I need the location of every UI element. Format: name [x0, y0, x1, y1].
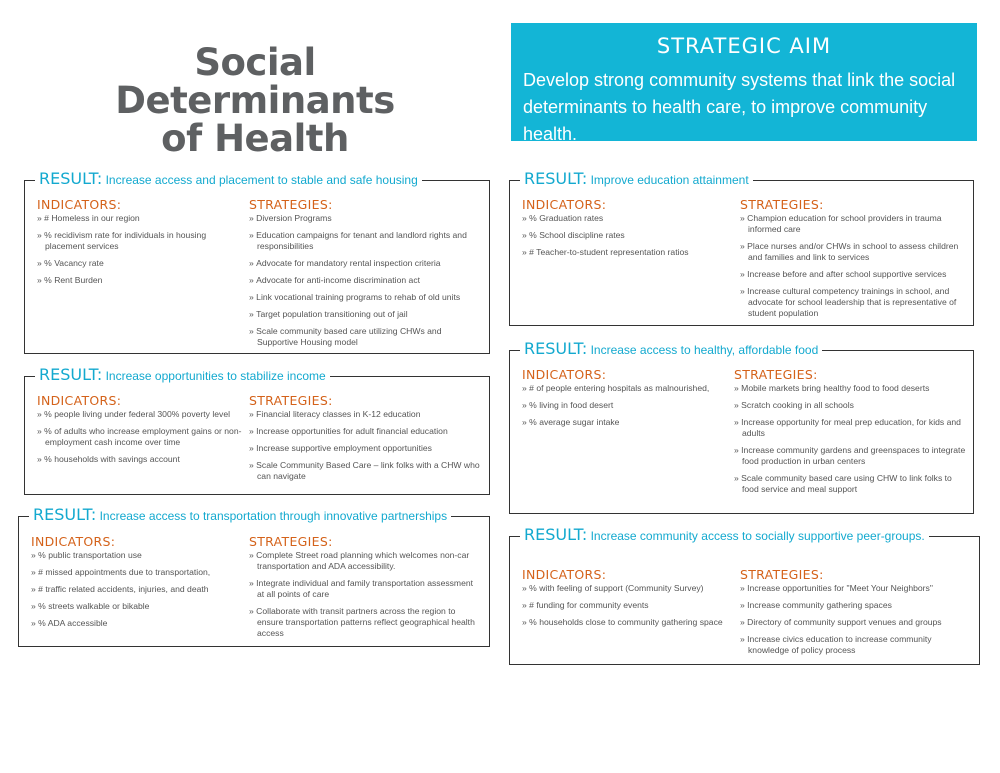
indicators-column [31, 534, 241, 635]
result-label: RESULT: [524, 525, 588, 544]
list-item: » % School discipline rates [522, 230, 732, 241]
list-item: » Scale community based care using CHW to link folks to food service and meal support [734, 473, 966, 495]
list-item: » Link vocational training programs to rehab of old units [249, 292, 481, 303]
indicators-heading: INDICATORS: [522, 567, 607, 582]
list-item: » Scale Community Based Care – link folks with a CHW who can navigate [249, 460, 481, 482]
list-item: » Increase cultural competency trainings in school, and advocate for school leadership that is representative of student population [740, 286, 966, 319]
result-heading [520, 169, 753, 190]
section-peer-groups [509, 525, 980, 665]
list-item: » Scale community based care utilizing CHWs and Supportive Housing model [249, 326, 481, 348]
list-item: » Increase before and after school supportive services [740, 269, 966, 280]
list-item: » % living in food desert [522, 400, 732, 411]
list-item: » % ADA accessible [31, 618, 241, 629]
list-item: » Collaborate with transit partners across the region to ensure transportation patterns reflect geographical health access [249, 606, 481, 639]
result-text: Increase access to healthy, affordable food [590, 343, 819, 357]
indicators-heading: INDICATORS: [37, 197, 122, 212]
strategic-aim-text: Develop strong community systems that link the social determinants to health care, to improve community health. [523, 70, 956, 144]
strategies-column [740, 197, 966, 325]
page-title [60, 41, 450, 160]
result-label: RESULT: [524, 339, 588, 358]
list-item: » Complete Street road planning which welcomes non-car transportation and ADA accessibility. [249, 550, 481, 572]
list-item: » Scratch cooking in all schools [734, 400, 966, 411]
result-text: Increase access to transportation through innovative partnerships [99, 509, 448, 523]
section-education [509, 169, 974, 326]
section-income [24, 365, 490, 495]
list-item: » Target population transitioning out of jail [249, 309, 481, 320]
result-heading [520, 339, 822, 360]
result-heading [29, 505, 451, 526]
list-item: » Increase community gathering spaces [740, 600, 966, 611]
result-label: RESULT: [39, 169, 103, 188]
list-item: » % with feeling of support (Community Survey) [522, 583, 732, 594]
list-item: » % of adults who increase employment gains or non-employment cash income over time [37, 426, 247, 448]
result-heading [35, 365, 330, 386]
strategies-heading: STRATEGIES: [249, 534, 333, 549]
result-text: Improve education attainment [590, 173, 749, 187]
indicators-heading: INDICATORS: [37, 393, 122, 408]
indicators-heading: INDICATORS: [522, 197, 607, 212]
title-line-2: of Health [161, 117, 349, 160]
list-item: » # traffic related accidents, injuries, and death [31, 584, 241, 595]
list-item: » % public transportation use [31, 550, 241, 561]
list-item: » % recidivism rate for individuals in housing placement services [37, 230, 247, 252]
list-item: » Champion education for school providers in trauma informed care [740, 213, 966, 235]
list-item: » Increase opportunity for meal prep education, for kids and adults [734, 417, 966, 439]
indicators-column [37, 197, 247, 292]
list-item: » # Homeless in our region [37, 213, 247, 224]
strategies-heading: STRATEGIES: [249, 393, 333, 408]
result-heading [35, 169, 422, 190]
strategies-heading: STRATEGIES: [740, 567, 824, 582]
list-item: » Increase supportive employment opportunities [249, 443, 481, 454]
result-text: Increase community access to socially supportive peer-groups. [590, 529, 925, 543]
strategies-column [734, 367, 966, 501]
list-item: » Advocate for mandatory rental inspection criteria [249, 258, 481, 269]
section-food [509, 339, 974, 514]
strategies-column [249, 197, 481, 354]
list-item: » Education campaigns for tenant and landlord rights and responsibilities [249, 230, 481, 252]
result-label: RESULT: [39, 365, 103, 384]
list-item: » Increase opportunities for "Meet Your Neighbors" [740, 583, 966, 594]
list-item: » Increase community gardens and greenspaces to integrate food production in urban centers [734, 445, 966, 467]
section-housing [24, 169, 490, 354]
indicators-heading: INDICATORS: [31, 534, 116, 549]
result-label: RESULT: [33, 505, 97, 524]
list-item: » % households with savings account [37, 454, 247, 465]
indicators-column [522, 367, 732, 434]
section-transportation [18, 505, 490, 647]
strategies-column [249, 393, 481, 488]
title-line-1: Social Determinants [115, 41, 395, 122]
indicators-heading: INDICATORS: [522, 367, 607, 382]
list-item: » Increase civics education to increase community knowledge of policy process [740, 634, 966, 656]
list-item: » # Teacher-to-student representation ratios [522, 247, 732, 258]
list-item: » # funding for community events [522, 600, 732, 611]
list-item: » Place nurses and/or CHWs in school to assess children and families and link to services [740, 241, 966, 263]
strategic-aim-heading: STRATEGIC AIM [656, 34, 832, 58]
list-item: » % average sugar intake [522, 417, 732, 428]
list-item: » # of people entering hospitals as malnourished, [522, 383, 732, 394]
list-item: » # missed appointments due to transportation, [31, 567, 241, 578]
result-text: Increase access and placement to stable and safe housing [105, 173, 418, 187]
strategies-column [249, 534, 481, 645]
list-item: » % people living under federal 300% poverty level [37, 409, 247, 420]
result-heading [520, 525, 929, 546]
list-item: » % streets walkable or bikable [31, 601, 241, 612]
list-item: » Mobile markets bring healthy food to food deserts [734, 383, 966, 394]
list-item: » Integrate individual and family transportation assessment at all points of care [249, 578, 481, 600]
list-item: » % Vacancy rate [37, 258, 247, 269]
strategies-heading: STRATEGIES: [249, 197, 333, 212]
strategies-heading: STRATEGIES: [740, 197, 824, 212]
list-item: » Diversion Programs [249, 213, 481, 224]
indicators-column [522, 567, 732, 634]
list-item: » Financial literacy classes in K-12 education [249, 409, 481, 420]
list-item: » % Rent Burden [37, 275, 247, 286]
list-item: » % Graduation rates [522, 213, 732, 224]
strategies-heading: STRATEGIES: [734, 367, 818, 382]
list-item: » Advocate for anti-income discrimination act [249, 275, 481, 286]
result-label: RESULT: [524, 169, 588, 188]
result-text: Increase opportunities to stabilize income [105, 369, 326, 383]
indicators-column [522, 197, 732, 264]
list-item: » Increase opportunities for adult financial education [249, 426, 481, 437]
indicators-column [37, 393, 247, 471]
list-item: » Directory of community support venues and groups [740, 617, 966, 628]
list-item: » % households close to community gathering space [522, 617, 732, 628]
strategic-aim-panel [511, 23, 977, 144]
strategies-column [740, 567, 966, 662]
